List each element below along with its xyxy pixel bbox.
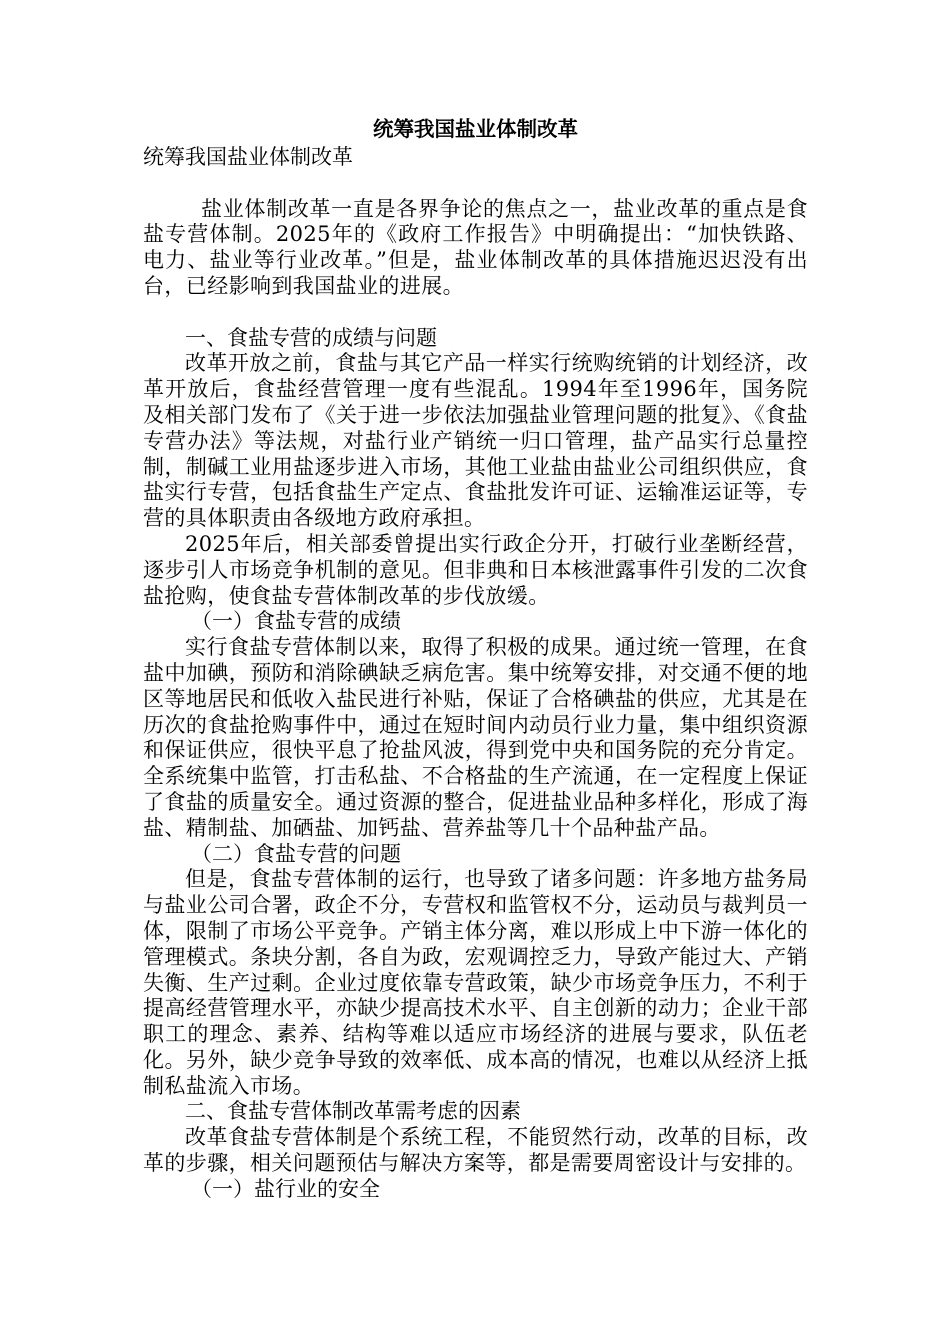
blank-line bbox=[143, 300, 808, 326]
section-heading: 一、食盐专营的成绩与问题 bbox=[185, 325, 437, 350]
body-paragraph: 改革开放之前，食盐与其它产品一样实行统购统销的计划经济，改革开放后，食盐经营管理一度有些混乱。1994年至1996年，国务院及相关部门发布了《关于进一步依法加强盐业管理问题的批复》、《食盐专营办法》等法规，对盐行业产销统一归口管理，盐产品实行总量控制，制碱工业用盐逐步进入市场，其他工业盐由盐业公司组织供应，食盐实行专营，包括食盐生产定点、食盐批发许可证、运输准运证等，专营的具体职责由各级地方政府承担。 bbox=[143, 351, 808, 531]
body-paragraph: 2025年后，相关部委曾提出实行政企分开，打破行业垄断经营，逐步引人市场竞争机制的意见。但非典和日本核泄露事件引发的二次食盐抢购，使食盐专营体制改革的步伐放缓。 bbox=[143, 531, 808, 608]
body-paragraph: 但是，食盐专营体制的运行，也导致了诸多问题：许多地方盐务局与盐业公司合署，政企不分，专营权和监管权不分，运动员与裁判员一体，限制了市场公平竞争。产销主体分离，难以形成上中下游一体化的管理模式。条块分割，各自为政，宏观调控乏力，导致产能过大、产销失衡、生产过剩。企业过度依靠专营政策，缺少市场竞争压力，不利于提高经营管理水平，亦缺少提高技术水平、自主创新的动力；企业干部职工的理念、素养、结构等难以适应市场经济的进展与要求，队伍老化。另外，缺少竞争导致的效率低、成本高的情况，也难以从经济上抵制私盐流入市场。 bbox=[143, 867, 808, 1098]
document-body bbox=[143, 116, 808, 1203]
document-subtitle: 统筹我国盐业体制改革 bbox=[143, 145, 353, 169]
subsection-heading: （一）盐行业的安全 bbox=[191, 1176, 380, 1201]
body-paragraph: 实行食盐专营体制以来，取得了积极的成果。通过统一管理，在食盐中加碘，预防和消除碘缺乏病危害。集中统筹安排，对交通不便的地区等地居民和低收入盐民进行补贴，保证了合格碘盐的供应，尤其是在历次的食盐抢购事件中，通过在短时间内动员行业力量，集中组织资源和保证供应，很快平息了抢盐风波，得到党中央和国务院的充分肯定。全系统集中监管，打击私盐、不合格盐的生产流通，在一定程度上保证了食盐的质量安全。通过资源的整合，促进盐业品种多样化，形成了海盐、精制盐、加硒盐、加钙盐、营养盐等几十个品种盐产品。 bbox=[143, 635, 808, 840]
intro-paragraph: 盐业体制改革一直是各界争论的焦点之一，盐业改革的重点是食盐专营体制。2025年的《政府工作报告》中明确提出：“加快铁路、电力、盐业等行业改革。”但是，盐业体制改革的具体措施迟迟没有出台，已经影响到我国盐业的进展。 bbox=[143, 196, 808, 298]
section-heading: 二、食盐专营体制改革需考虑的因素 bbox=[185, 1099, 521, 1124]
body-paragraph: 改革食盐专营体制是个系统工程，不能贸然行动，改革的目标，改革的步骤，相关问题预估与解决方案等，都是需要周密设计与安排的。 bbox=[143, 1125, 808, 1176]
subsection-heading: （一）食盐专营的成绩 bbox=[191, 609, 401, 634]
subsection-heading: （二）食盐专营的问题 bbox=[191, 841, 401, 866]
blank-line bbox=[143, 171, 808, 197]
document-title: 统筹我国盐业体制改革 bbox=[373, 117, 578, 141]
